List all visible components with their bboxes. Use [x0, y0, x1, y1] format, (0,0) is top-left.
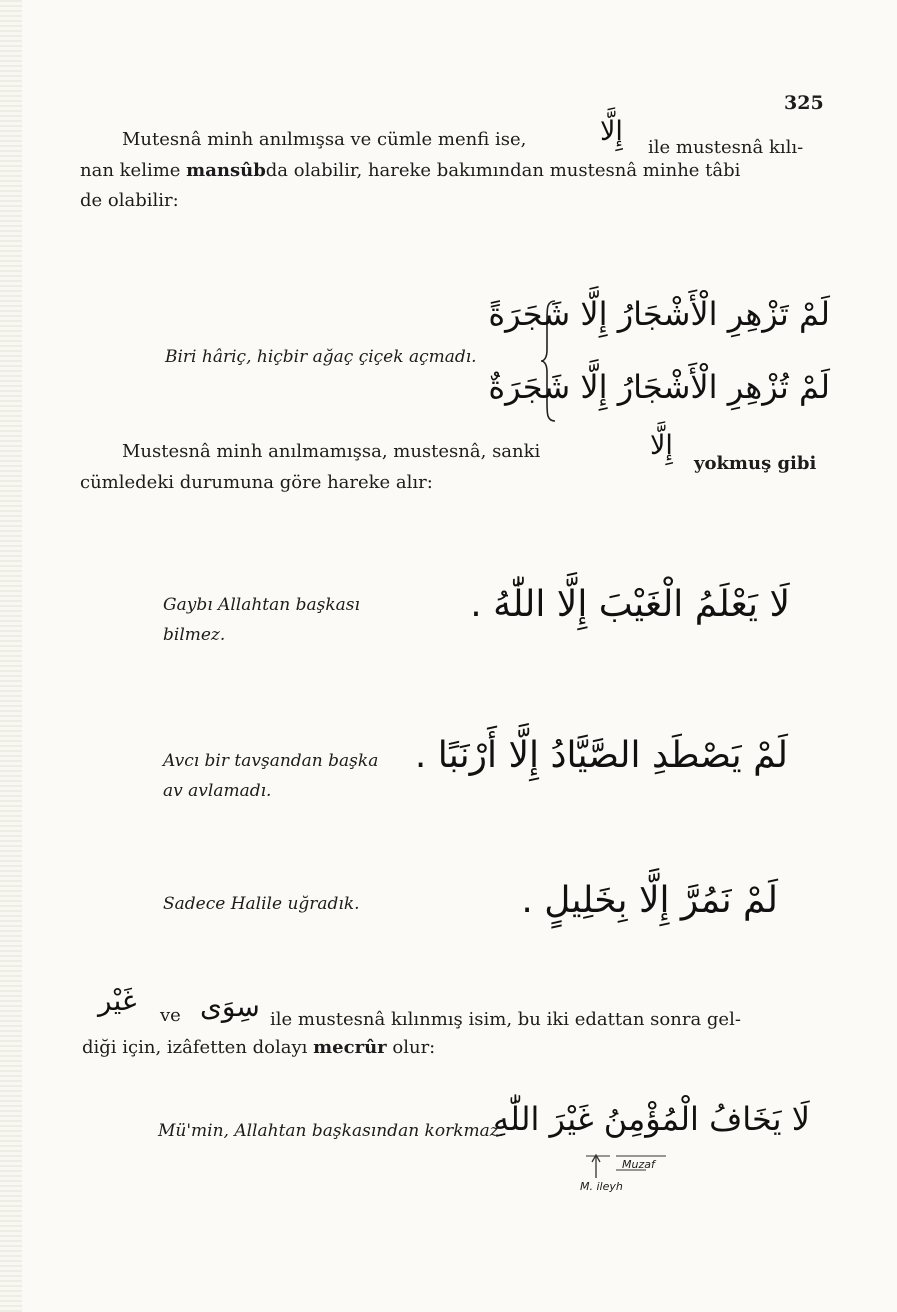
- mecrur-term: mecrûr: [313, 1037, 387, 1058]
- ve-word: ve: [160, 1005, 181, 1026]
- para3-line1: ile mustesnâ kılınmış isim, bu iki edattan sonra gel-: [270, 1009, 741, 1030]
- para1-line2-start: nan kelime: [80, 160, 181, 181]
- para2-line2: cümledeki durumuna göre hareke alır:: [80, 472, 433, 493]
- para1-line1-end: ile mustesnâ kılı-: [648, 137, 804, 158]
- example-3-translation: Sadece Halile uğradık.: [163, 894, 360, 914]
- arabic-sentence-2: لَمْ تُزْهِرِ الْأَشْجَارُ إِلَّا شَجَرَةٌ: [488, 368, 830, 406]
- page-number: 325: [784, 92, 824, 114]
- example-1-translation-line2: bilmez.: [163, 625, 226, 645]
- final-example-translation: Mü'min, Allahtan başkasından korkmaz.: [158, 1121, 505, 1141]
- para3-line2-start: diği için, izâfetten dolayı: [82, 1037, 308, 1058]
- para1-line2: [80, 159, 740, 182]
- example-3-arabic: لَمْ نَمُرَّ إِلَّا بِخَلِيلٍ .: [521, 880, 778, 921]
- example-2-translation-line2: av avlamadı.: [163, 781, 272, 801]
- para1-line2-rest: da olabilir, hareke bakımından mustesnâ minhe tâbi: [265, 160, 741, 181]
- para1-line3: de olabilir:: [80, 190, 179, 211]
- para3-line2-end: olur:: [392, 1037, 436, 1058]
- example-1-translation-line1: Gaybı Allahtan başkası: [163, 595, 360, 615]
- para1-line1-text: Mutesnâ minh anılmışsa ve cümle menfi ise,: [122, 129, 527, 150]
- page-edge-texture: [0, 0, 22, 1312]
- example-2-arabic: لَمْ يَصْطَدِ الصَّيَّادُ إِلَّا أَرْنَبًا .: [414, 735, 788, 776]
- muzaf-note: Muzaf: [622, 1158, 655, 1171]
- illa-arabic-inline-2: إِلَّا: [650, 430, 673, 461]
- muzaf-ileyh-note: M. ileyh: [580, 1180, 623, 1193]
- para3-line2: [82, 1036, 435, 1059]
- example-1-arabic: لَا يَعْلَمُ الْغَيْبَ إِلَّا اللّٰهُ .: [470, 584, 790, 625]
- example-2-translation-line1: Avcı bir tavşandan başka: [163, 751, 379, 771]
- siwa-arabic: سِوَى: [200, 990, 260, 1023]
- para2-line1: Mustesnâ minh anılmamışsa, mustesnâ, sanki: [122, 441, 541, 462]
- ghayr-arabic: غَيْر: [98, 984, 137, 1017]
- para2-line1-end: yokmuş gibi: [694, 453, 817, 474]
- final-example-arabic: لَا يَخَافُ الْمُؤْمِنُ غَيْرَ اللّٰهِ: [492, 1100, 810, 1138]
- arabic-sentence-1: لَمْ تَزْهِرِ الْأَشْجَارُ إِلَّا شَجَرَةً: [488, 295, 830, 333]
- mansub-term: mansûb: [186, 160, 266, 181]
- illa-arabic-inline: إِلَّا: [600, 116, 623, 147]
- para1-line1: [122, 128, 526, 151]
- example-pair-translation: Biri hâriç, hiçbir ağaç çiçek açmadı.: [165, 347, 477, 367]
